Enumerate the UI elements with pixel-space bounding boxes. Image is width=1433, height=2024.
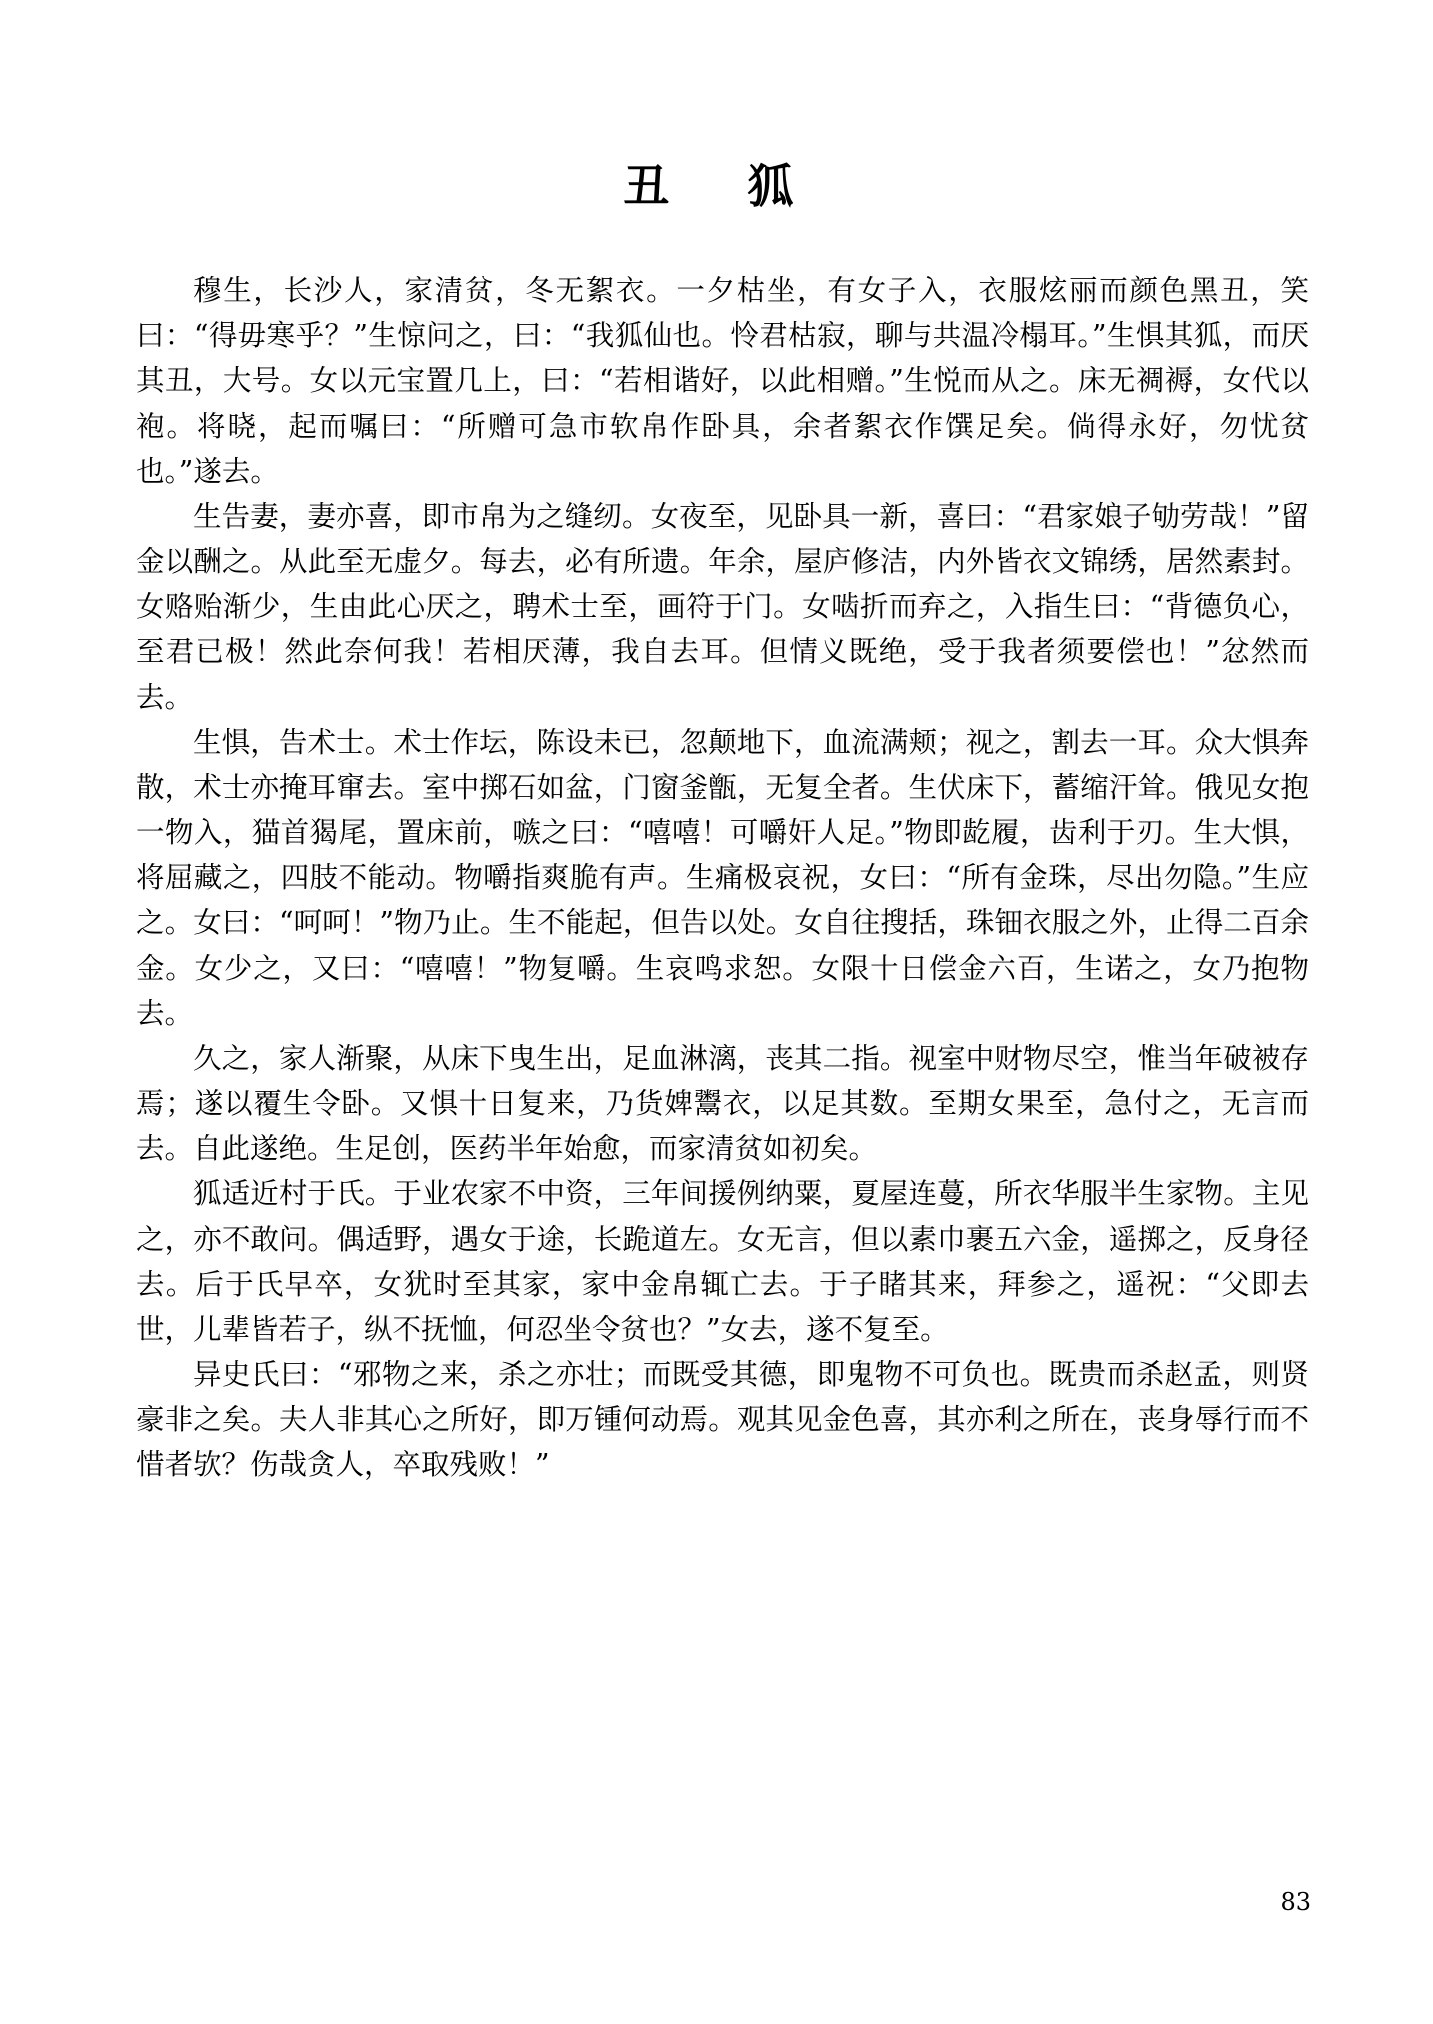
page-title: 丑 狐 bbox=[623, 159, 810, 213]
paragraph: 久之，家人渐聚，从床下曳生出，足血淋漓，丧其二指。视室中财物尽空，惟当年破被存焉；遂以覆生令卧。又惧十日复来，乃货婢鬻衣，以足其数。至期女果至，急付之，无言而去。自此遂绝。生足创，医药半年始愈，而家清贫如初矣。 bbox=[136, 1041, 1309, 1166]
paragraph: 生告妻，妻亦喜，即市帛为之缝纫。女夜至，见卧具一新，喜曰：“君家娘子劬劳哉！”留金以酬之。从此至无虚夕。每去，必有所遗。年余，屋庐修洁，内外皆衣文锦绣，居然素封。女赂贻渐少，生由此心厌之，聘术士至，画符于门。女啮折而弃之，入指生曰：“背德负心，至君已极！然此奈何我！若相厌薄，我自去耳。但情义既绝，受于我者须要偿也！”忿然而去。 bbox=[136, 499, 1309, 714]
paragraph: 狐适近村于氏。于业农家不中资，三年间援例纳粟，夏屋连蔓，所衣华服半生家物。主见之，亦不敢问。偶适野，遇女于途，长跪道左。女无言，但以素巾裹五六金，遥掷之，反身径去。后于氏早卒，女犹时至其家，家中金帛辄亡去。于子睹其来，拜参之，遥祝：“父即去世，儿辈皆若子，纵不抚恤，何忍坐令贫也？”女去，遂不复至。 bbox=[136, 1177, 1309, 1346]
body-text bbox=[0, 268, 1433, 1488]
page-number: 83 bbox=[1280, 1888, 1311, 1916]
paragraph: 生惧，告术士。术士作坛，陈设未已，忽颠地下，血流满颊；视之，割去一耳。众大惧奔散，术士亦掩耳窜去。室中掷石如盆，门窗釜甑，无复全者。生伏床下，蓄缩汗耸。俄见女抱一物入，猫首猲尾，置床前，嗾之曰：“嘻嘻！可嚼奸人足。”物即龁履，齿利于刃。生大惧，将屈藏之，四肢不能动。物嚼指爽脆有声。生痛极哀祝，女曰：“所有金珠，尽出勿隐。”生应之。女曰：“呵呵！”物乃止。生不能起，但告以处。女自往搜括，珠钿衣服之外，止得二百余金。女少之，又曰：“嘻嘻！”物复嚼。生哀鸣求恕。女限十日偿金六百，生诺之，女乃抱物去。 bbox=[136, 725, 1309, 1030]
paragraph: 异史氏曰：“邪物之来，杀之亦壮；而既受其德，即鬼物不可负也。既贵而杀赵孟，则贤豪非之矣。夫人非其心之所好，即万锺何动焉。观其见金色喜，其亦利之所在，丧身辱行而不惜者欤？伤哉贪人，卒取残败！” bbox=[136, 1358, 1309, 1482]
paragraph: 穆生，长沙人，家清贫，冬无絮衣。一夕枯坐，有女子入，衣服炫丽而颜色黑丑，笑曰：“得毋寒乎？”生惊问之，曰：“我狐仙也。怜君枯寂，聊与共温冷榻耳。”生惧其狐，而厌其丑，大号。女以元宝置几上，曰：“若相谐好，以此相赠。”生悦而从之。床无裯褥，女代以袍。将晓，起而嘱曰：“所赠可急市软帛作卧具，余者絮衣作馔足矣。倘得永好，勿忧贫也。”遂去。 bbox=[136, 274, 1309, 488]
